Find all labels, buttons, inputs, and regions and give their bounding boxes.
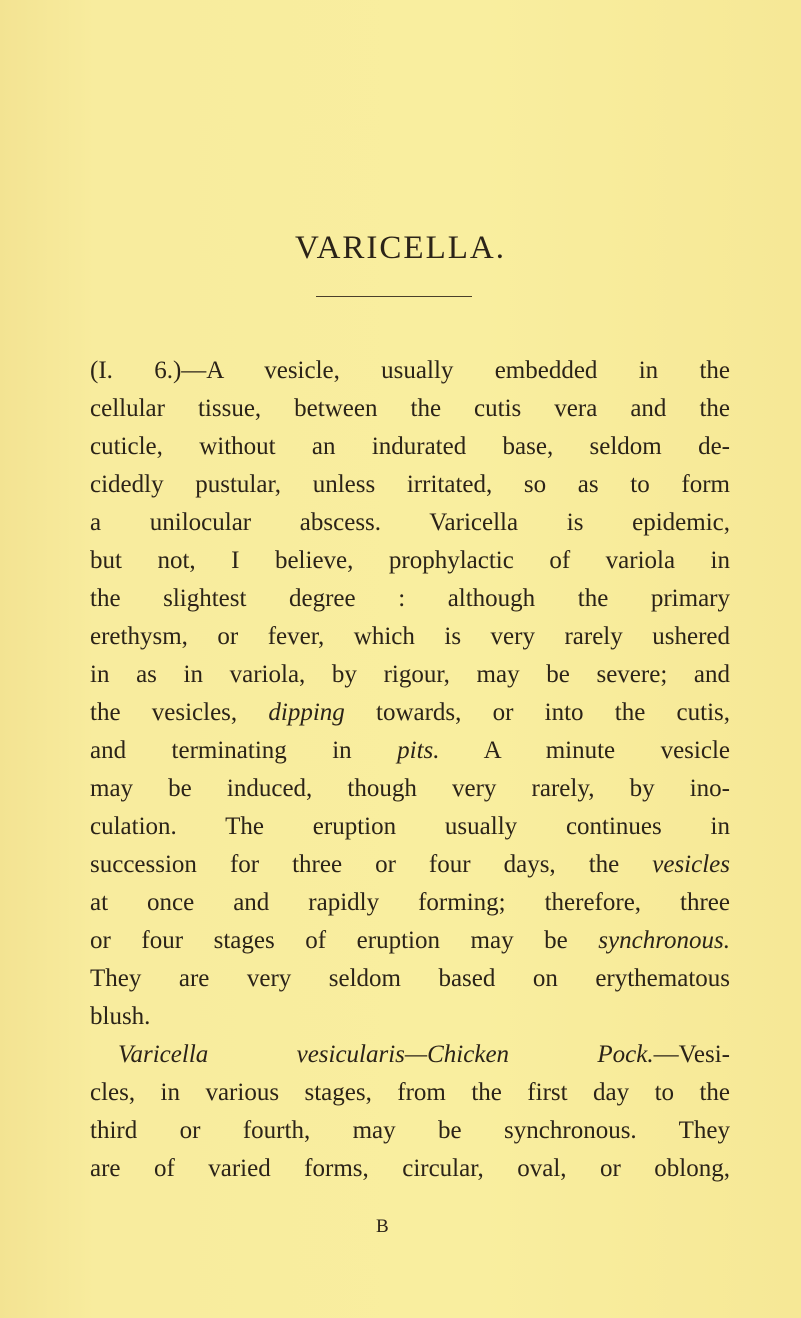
italic-text: synchronous. <box>598 927 730 954</box>
text-line <box>90 960 730 998</box>
text-segment: (I. 6.)—A vesicle, usually embedded in the <box>90 357 730 384</box>
text-segment: are of varied forms, circular, oval, or oblong, <box>90 1155 730 1182</box>
text-segment: in as in variola, by rigour, may be severe; and <box>90 661 730 688</box>
text-line <box>90 1112 730 1150</box>
text-line <box>90 390 730 428</box>
text-segment: a unilocular abscess. Varicella is epidemic, <box>90 509 730 536</box>
body-text <box>90 352 730 1188</box>
text-segment: third or fourth, may be synchronous. They <box>90 1117 730 1144</box>
text-segment: culation. The eruption usually continues in <box>90 813 730 840</box>
text-line <box>90 656 730 694</box>
signature-mark: B <box>376 1216 389 1237</box>
text-line <box>90 580 730 618</box>
text-line <box>90 504 730 542</box>
text-line <box>90 428 730 466</box>
text-line <box>90 846 730 884</box>
italic-text: Varicella vesicularis—Chicken Pock. <box>118 1041 654 1068</box>
text-segment: the slightest degree : although the primary <box>90 585 730 612</box>
text-line <box>90 922 730 960</box>
text-segment: or four stages of eruption may be <box>90 927 599 954</box>
heading-rule <box>316 296 472 297</box>
chapter-heading: VARICELLA. <box>295 230 506 266</box>
text-line <box>90 352 730 390</box>
text-segment: may be induced, though very rarely, by ino- <box>90 775 730 802</box>
text-segment: towards, or into the cutis, <box>344 699 730 726</box>
text-segment: and terminating in <box>90 737 398 764</box>
text-segment: erethysm, or fever, which is very rarely ushered <box>90 623 730 650</box>
text-segment: They are very seldom based on erythematous <box>90 965 730 992</box>
text-segment: A minute vesicle <box>439 737 730 764</box>
text-line <box>90 1074 730 1112</box>
italic-text: dipping <box>268 699 345 726</box>
text-segment: at once and rapidly forming; therefore, three <box>90 889 730 916</box>
text-segment: cles, in various stages, from the first day to the <box>90 1079 730 1106</box>
text-segment: cuticle, without an indurated base, seldom de- <box>90 433 730 460</box>
text-line <box>90 808 730 846</box>
text-segment: the vesicles, <box>90 699 269 726</box>
text-segment: cellular tissue, between the cutis vera and the <box>90 395 730 422</box>
italic-text: vesicles <box>652 851 730 878</box>
text-line <box>90 884 730 922</box>
text-line <box>90 466 730 504</box>
italic-text: pits. <box>397 737 440 764</box>
text-line <box>90 618 730 656</box>
text-line <box>90 770 730 808</box>
text-segment: —Vesi- <box>653 1041 730 1068</box>
text-segment: blush. <box>90 1003 151 1030</box>
text-line <box>90 732 730 770</box>
text-line <box>90 1150 730 1188</box>
text-line <box>90 1036 730 1074</box>
text-line <box>90 542 730 580</box>
text-segment: cidedly pustular, unless irritated, so as to form <box>90 471 730 498</box>
text-line <box>90 694 730 732</box>
text-segment: but not, I believe, prophylactic of variola in <box>90 547 730 574</box>
text-segment: succession for three or four days, the <box>90 851 653 878</box>
text-line <box>90 998 730 1036</box>
